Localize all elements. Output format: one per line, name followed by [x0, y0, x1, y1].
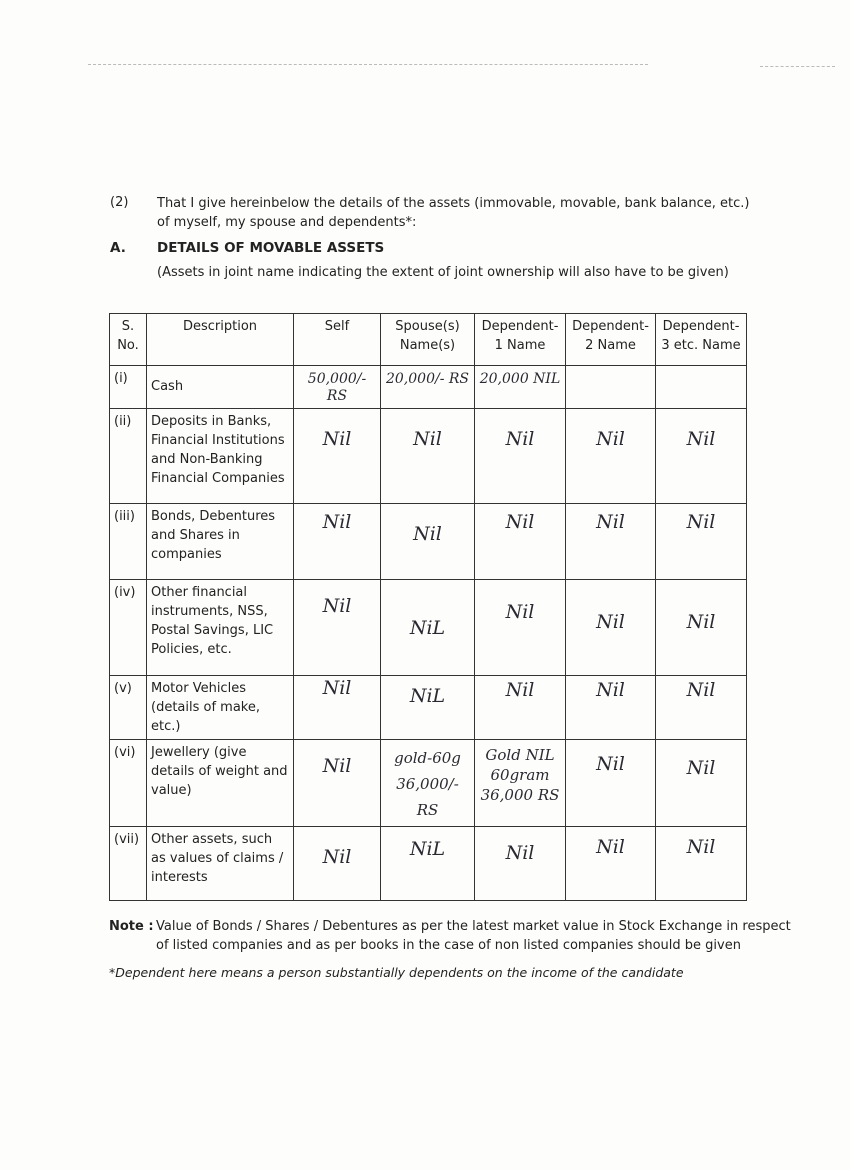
- handwritten-value: Nil: [596, 836, 625, 858]
- cell-self: [294, 740, 381, 827]
- description-text: Bonds, Debentures and Shares in companies: [151, 509, 276, 562]
- handwritten-value: Nil: [413, 523, 442, 545]
- section-subtitle: (Assets in joint name indicating the extent of joint ownership will also have to be given): [157, 265, 729, 280]
- table-row: [110, 676, 747, 740]
- handwritten-value: Gold NIL 60gram 36,000 RS: [480, 746, 560, 804]
- handwritten-value: Nil: [686, 836, 716, 858]
- handwritten-value: [660, 369, 742, 371]
- handwritten-value: Nil: [686, 679, 716, 701]
- handwritten-value: 20,000/- RS: [385, 371, 469, 387]
- scan-artifact-line: [88, 64, 648, 65]
- handwritten-value: NiL: [409, 617, 446, 639]
- cell-self: [294, 580, 381, 676]
- cell-self: [294, 409, 381, 504]
- handwritten-value: Nil: [596, 679, 625, 701]
- cell-spouse: [381, 504, 475, 580]
- handwritten-value: Nil: [596, 511, 625, 533]
- cell-dependent-3: [656, 504, 747, 580]
- handwritten-value: Nil: [596, 428, 625, 450]
- handwritten-value: Nil: [596, 611, 625, 633]
- cell-dependent-2: [566, 827, 656, 901]
- handwritten-value: Nil: [686, 757, 716, 779]
- description-text: Jewellery (give details of weight and value): [151, 745, 288, 798]
- cell-spouse: [381, 827, 475, 901]
- cell-sno: [110, 676, 147, 740]
- header-self: Self: [294, 314, 381, 366]
- table-row: [110, 827, 747, 901]
- note-label: Note :: [109, 919, 154, 934]
- header-spouse: Spouse(s) Name(s): [381, 314, 475, 366]
- handwritten-value: Nil: [505, 842, 535, 864]
- cell-sno: [110, 504, 147, 580]
- table-header-row: [110, 314, 747, 366]
- note-line-1: Value of Bonds / Shares / Debentures as per the latest market value in Stock Exchange in respect: [156, 919, 791, 934]
- cell-dependent-1: [475, 504, 566, 580]
- cell-self: [294, 366, 381, 409]
- cell-description: [147, 504, 294, 580]
- footnote: *Dependent here means a person substantially dependents on the income of the candidate: [109, 965, 684, 980]
- paragraph-number: (2): [110, 195, 129, 210]
- handwritten-value: NiL: [409, 838, 446, 860]
- description-text: Other financial instruments, NSS, Postal Savings, LIC Policies, etc.: [151, 585, 274, 657]
- cell-spouse: [381, 580, 475, 676]
- cell-dependent-2: [566, 504, 656, 580]
- table-row: [110, 740, 747, 827]
- handwritten-value: Nil: [686, 511, 716, 533]
- description-text: Deposits in Banks, Financial Institutions and Non-Banking Financial Companies: [151, 414, 285, 486]
- cell-description: [147, 827, 294, 901]
- header-description: Description: [147, 314, 294, 366]
- sno-text: (v): [114, 681, 132, 696]
- scan-artifact-line: [760, 66, 835, 67]
- cell-spouse: [381, 409, 475, 504]
- paragraph-text: That I give hereinbelow the details of the assets (immovable, movable, bank balance, etc.) of myself, my spouse and dependents*:: [157, 196, 750, 230]
- cell-dependent-3: [656, 740, 747, 827]
- table-row: [110, 409, 747, 504]
- header-dependent-1: Dependent-1 Name: [475, 314, 566, 366]
- header-dependent-3: Dependent-3 etc. Name: [656, 314, 747, 366]
- handwritten-value: Nil: [413, 428, 442, 450]
- handwritten-value: Nil: [322, 677, 352, 699]
- table-row: [110, 504, 747, 580]
- handwritten-value: Nil: [322, 511, 352, 533]
- cell-sno: [110, 740, 147, 827]
- cell-dependent-2: [566, 366, 656, 409]
- cell-dependent-2: [566, 409, 656, 504]
- cell-dependent-1: [475, 676, 566, 740]
- handwritten-value: [570, 369, 651, 371]
- section-title: DETAILS OF MOVABLE ASSETS: [157, 240, 385, 256]
- cell-dependent-1: [475, 409, 566, 504]
- movable-assets-table: [109, 313, 747, 901]
- cell-dependent-3: [656, 676, 747, 740]
- sno-text: (vi): [114, 745, 136, 760]
- description-text: Cash: [151, 379, 184, 394]
- handwritten-value: NiL: [409, 685, 446, 707]
- sno-text: (ii): [114, 414, 132, 429]
- cell-dependent-3: [656, 580, 747, 676]
- cell-description: [147, 409, 294, 504]
- cell-dependent-1: [475, 827, 566, 901]
- handwritten-value: Nil: [505, 428, 535, 450]
- cell-dependent-2: [566, 580, 656, 676]
- cell-sno: [110, 580, 147, 676]
- handwritten-value: Nil: [596, 753, 625, 775]
- handwritten-value: Nil: [505, 511, 535, 533]
- section-letter: A.: [110, 240, 126, 256]
- cell-dependent-1: [475, 740, 566, 827]
- handwritten-value: Nil: [686, 428, 716, 450]
- cell-dependent-1: [475, 580, 566, 676]
- cell-spouse: [381, 366, 475, 409]
- sno-text: (iv): [114, 585, 136, 600]
- handwritten-value: Nil: [322, 428, 352, 450]
- description-text: Motor Vehicles (details of make, etc.): [151, 681, 261, 734]
- cell-sno: [110, 827, 147, 901]
- cell-sno: [110, 409, 147, 504]
- header-sno: S. No.: [110, 314, 147, 366]
- cell-dependent-2: [566, 740, 656, 827]
- cell-description: [147, 580, 294, 676]
- cell-sno: [110, 366, 147, 409]
- note-line-2: of listed companies and as per books in the case of non listed companies should be given: [156, 938, 741, 953]
- handwritten-value: Nil: [322, 755, 352, 777]
- table-row: [110, 366, 747, 409]
- header-dependent-2: Dependent-2 Name: [566, 314, 656, 366]
- handwritten-value: 20,000 NIL: [479, 371, 561, 387]
- cell-dependent-1: [475, 366, 566, 409]
- description-text: Other assets, such as values of claims / interests: [151, 832, 284, 885]
- handwritten-value: Nil: [686, 611, 716, 633]
- handwritten-value: Nil: [505, 601, 535, 623]
- cell-self: [294, 676, 381, 740]
- handwritten-value: Nil: [322, 846, 352, 868]
- handwritten-value: 50,000/- RS: [307, 371, 367, 404]
- cell-self: [294, 827, 381, 901]
- table-row: [110, 580, 747, 676]
- sno-text: (iii): [114, 509, 135, 524]
- cell-dependent-2: [566, 676, 656, 740]
- handwritten-value: Nil: [322, 595, 352, 617]
- cell-description: [147, 740, 294, 827]
- cell-dependent-3: [656, 366, 747, 409]
- cell-self: [294, 504, 381, 580]
- cell-description: [147, 676, 294, 740]
- handwritten-value: Nil: [505, 679, 535, 701]
- handwritten-value: gold-60g 36,000/- RS: [394, 749, 461, 819]
- cell-description: [147, 366, 294, 409]
- sno-text: (i): [114, 371, 128, 386]
- cell-spouse: [381, 740, 475, 827]
- cell-spouse: [381, 676, 475, 740]
- cell-dependent-3: [656, 409, 747, 504]
- cell-dependent-3: [656, 827, 747, 901]
- sno-text: (vii): [114, 832, 140, 847]
